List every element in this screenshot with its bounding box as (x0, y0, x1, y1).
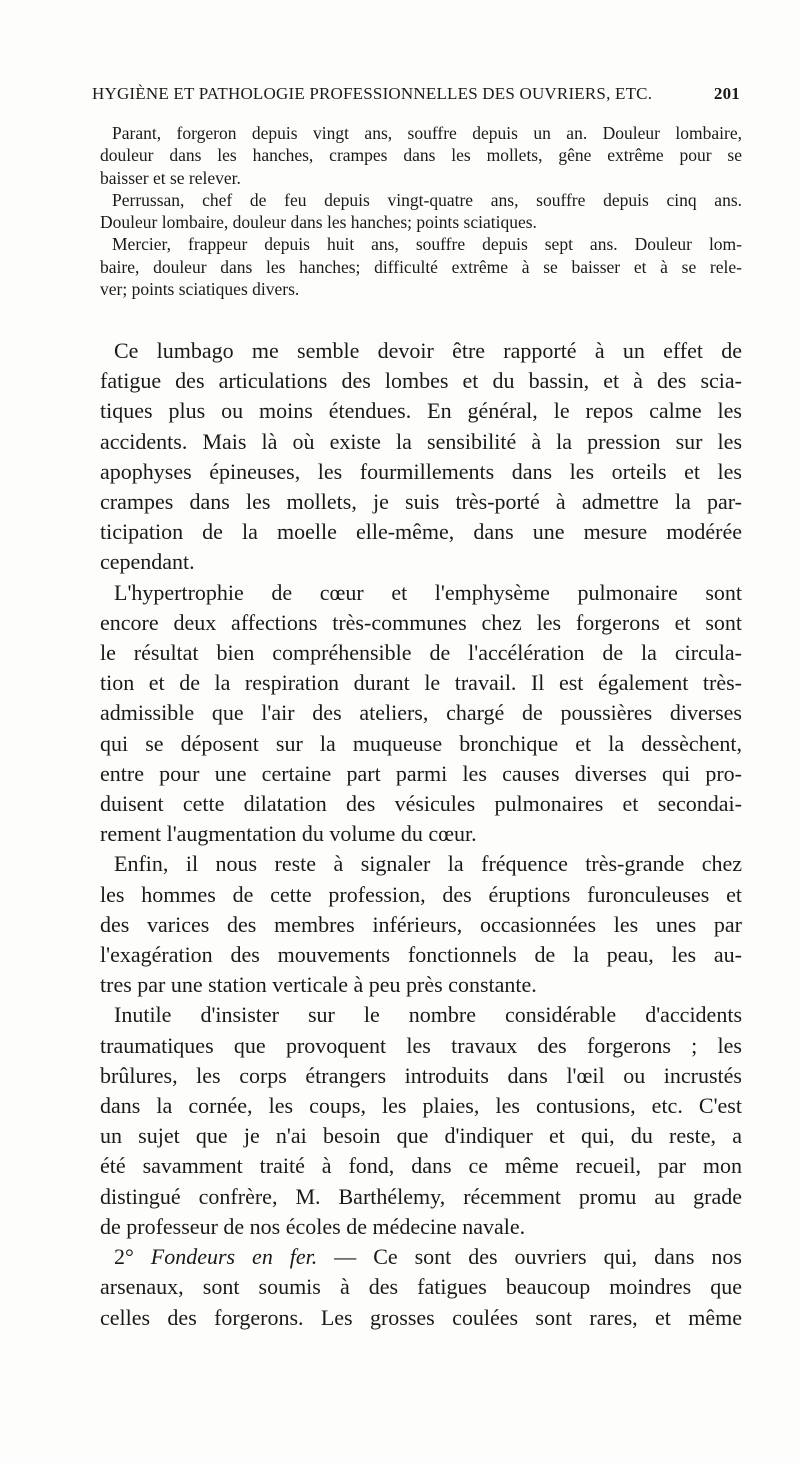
line-text: qui se déposent sur la muqueuse bronchique et la dessèchent, (100, 730, 742, 756)
line-text: L'hypertrophie de cœur et l'emphysème pulmonaire sont (114, 579, 742, 605)
line-text: Parant, forgeron depuis vingt ans, souffre depuis un an. Douleur lombaire, (112, 123, 742, 143)
body-line (100, 940, 742, 970)
case-note-line (100, 278, 742, 300)
body-line (100, 608, 742, 638)
line-text: tiques plus ou moins étendues. En général, le repos calme les (100, 398, 742, 424)
line-text: rement l'augmentation du volume du cœur. (100, 821, 477, 847)
line-text: fatigue des articulations des lombes et du bassin, et à des scia- (100, 368, 742, 394)
line-text: des varices des membres inférieurs, occasionnées les unes par (100, 911, 742, 937)
body-line (100, 366, 742, 396)
line-text: le résultat bien compréhensible de l'accélération de la circula- (100, 640, 742, 666)
line-text: douleur dans les hanches, crampes dans les mollets, gêne extrême pour se (100, 145, 742, 166)
line-text: baisser et se relever. (100, 167, 241, 188)
line-text: encore deux affections très-communes chez les forgerons et sont (100, 609, 742, 635)
line-text: Ce lumbago me semble devoir être rapporté à un effet de (114, 338, 742, 363)
body-line (100, 517, 742, 547)
body-line (100, 427, 742, 457)
body-line (100, 759, 742, 789)
line-text: Douleur lombaire, douleur dans les hanches; points sciatiques. (100, 212, 537, 233)
body-line (100, 638, 742, 668)
line-text: cependant. (100, 549, 195, 575)
body-line (100, 789, 742, 819)
line-text: Inutile d'insister sur le nombre considérable d'accidents (114, 1002, 742, 1028)
section-number: 2° (114, 1244, 151, 1270)
body-line (100, 729, 742, 759)
body-line (100, 487, 742, 517)
line-text: l'exagération des mouvements fonctionnels de la peau, les au- (100, 942, 742, 968)
body-line (100, 1151, 742, 1181)
body-line (100, 880, 742, 910)
case-note-line (100, 167, 742, 189)
body-line (100, 1000, 742, 1030)
section-heading: Fondeurs en fer. (150, 1244, 318, 1270)
line-text: apophyses épineuses, les fourmillements dans les orteils et les (100, 458, 742, 484)
line-text: les hommes de cette profession, des éruptions furonculeuses et (100, 881, 742, 907)
body-line (100, 1272, 742, 1302)
case-note-line (100, 144, 742, 166)
line-text: baire, douleur dans les hanches; difficulté extrême à se baisser et à se rele- (100, 256, 742, 277)
body-line (100, 578, 742, 608)
line-text: Enfin, il nous reste à signaler la fréquence très-grande chez (114, 851, 742, 877)
running-title: HYGIÈNE ET PATHOLOGIE PROFESSIONNELLES DES OUVRIERS, ETC. (92, 84, 653, 103)
body-line (100, 547, 742, 577)
body-line (100, 819, 742, 849)
line-text: été savamment traité à fond, dans ce même recueil, par mon (100, 1153, 742, 1179)
line-text: Perrussan, chef de feu depuis vingt-quatre ans, souffre depuis cinq ans. (112, 189, 742, 210)
body-line (100, 1121, 742, 1151)
case-note-line (100, 189, 742, 211)
body-line (100, 910, 742, 940)
line-text: ticipation de la moelle elle-même, dans une mesure modérée (100, 519, 742, 545)
body-line (100, 668, 742, 698)
line-text: duisent cette dilatation des vésicules pulmonaires et secondai- (100, 791, 742, 817)
body-line (100, 1061, 742, 1091)
line-text: distingué confrère, M. Barthélemy, récemment promu au grade (100, 1183, 742, 1209)
body-line (100, 1242, 742, 1272)
running-header (92, 84, 740, 114)
line-text: crampes dans les mollets, je suis très-porté à admettre la par- (100, 489, 742, 515)
line-text: dans la cornée, les coups, les plaies, les contusions, etc. C'est (100, 1093, 742, 1119)
line-text: tres par une station verticale à peu près constante. (100, 972, 537, 998)
case-note-line (100, 233, 742, 255)
line-text: entre pour une certaine part parmi les causes diverses qui pro- (100, 760, 742, 786)
body-text-block (100, 336, 742, 1333)
body-line (100, 1182, 742, 1212)
line-text: un sujet que je n'ai besoin que d'indiquer et qui, du reste, a (100, 1123, 742, 1149)
line-text: — Ce sont des ouvriers qui, dans nos (317, 1244, 742, 1270)
line-text: arsenaux, sont soumis à des fatigues beaucoup moindres que (100, 1274, 742, 1300)
line-text: ver; points sciatiques divers. (100, 279, 300, 300)
body-line (100, 1031, 742, 1061)
page-number: 201 (713, 84, 740, 103)
line-text: accidents. Mais là où existe la sensibilité à la pression sur les (100, 428, 742, 454)
line-text: celles des forgerons. Les grosses coulées sont rares, et même (100, 1304, 742, 1330)
body-line (100, 970, 742, 1000)
line-text: brûlures, les corps étrangers introduits dans l'œil ou incrustés (100, 1062, 742, 1088)
body-line (100, 336, 742, 366)
body-line (100, 457, 742, 487)
body-line (100, 1091, 742, 1121)
case-note-line (100, 211, 742, 233)
body-line (100, 1303, 742, 1333)
line-text: traumatiques que provoquent les travaux des forgerons ; les (100, 1032, 742, 1058)
body-line (100, 396, 742, 426)
line-text: tion et de la respiration durant le travail. Il est également très- (100, 670, 742, 696)
case-note-line (100, 122, 742, 144)
line-text: admissible que l'air des ateliers, chargé de poussières diverses (100, 700, 742, 726)
body-line (100, 849, 742, 879)
line-text: de professeur de nos écoles de médecine navale. (100, 1213, 526, 1239)
case-notes-block (100, 122, 742, 300)
line-text: Mercier, frappeur depuis huit ans, souffre depuis sept ans. Douleur lom- (112, 234, 742, 255)
body-line (100, 698, 742, 728)
case-note-line (100, 256, 742, 278)
body-line (100, 1212, 742, 1242)
